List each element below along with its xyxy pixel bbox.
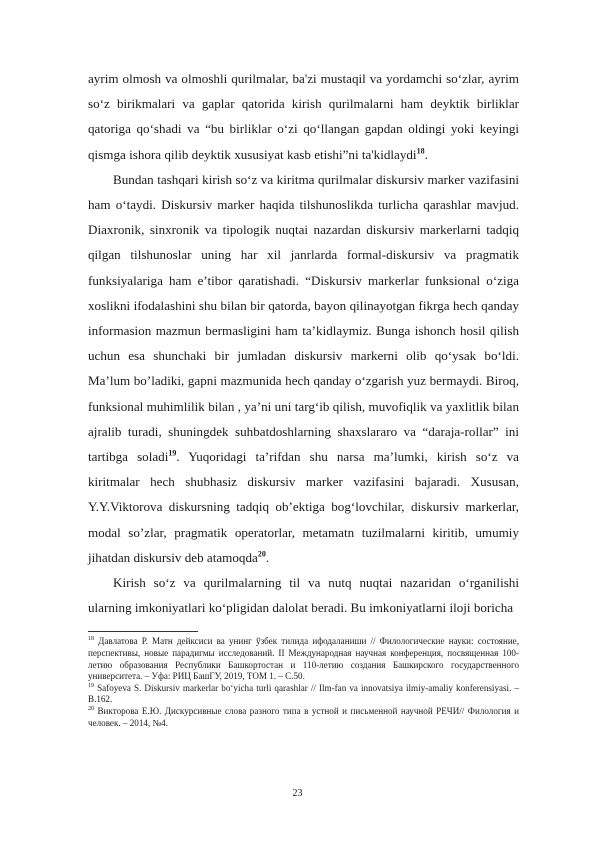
footnote-18 bbox=[88, 636, 519, 682]
footnote-text: Викторова Е.Ю. Дискурсивные слова разного типа в устной и письменной научной РЕЧИ// Филология и человек. – 2014, №4. bbox=[88, 706, 519, 728]
paragraph-1-text: ayrim olmosh va olmoshli qurilmalar, ba'zi mustaqil va yordamchi so‘zlar, ayrim so‘z birikmalari va gaplar qatorida kirish qurilmalarni ham deyktik birliklar qatoriga qo‘shadi va “bu birliklar o‘zi qo‘llangan gapdan oldingi yoki keyingi qismga ishora qilib deyktik xususiyat kasb etishi”ni ta'kidlaydi bbox=[88, 71, 519, 162]
footnote-separator bbox=[88, 631, 198, 632]
page-number: 23 bbox=[292, 788, 303, 799]
footnote-text: Safoyeva S. Diskursiv markerlar bo‘yicha turli qarashlar // Ilm-fan va innovatsiya ilmiy-amaliy konferensiyasi. – B.162. bbox=[88, 682, 519, 705]
paragraph-1 bbox=[88, 66, 519, 167]
paragraph-3: Kirish so‘z va qurilmalarning til va nutq nuqtai nazaridan o‘rganilishi ularning imkoniyatlari ko‘pligidan dalolat beradi. Bu imkoniyatlarni iloji boricha bbox=[88, 575, 519, 616]
footnote-text: Давлатова Р. Матн дейксиси ва унинг ўзбек тилида ифодаланиши // Филологические науки: состояние, перспективы, новые парадигмы исследований. II Международная научная конференция, посвященная 100-летию образования Республики Башкортостан и 110-летию создания Башкирского государственного университета. – Уфа: РИЦ БашГУ, 2019, ТОМ 1. – С.50. bbox=[88, 636, 519, 682]
footnote-number: 18 bbox=[88, 636, 94, 643]
footnote-number: 20 bbox=[88, 706, 94, 712]
paragraph-2 bbox=[88, 167, 519, 570]
paragraph-1-end: . bbox=[424, 146, 428, 162]
document-page bbox=[88, 66, 519, 729]
footnote-ref-20[interactable]: 20 bbox=[257, 549, 266, 559]
paragraph-2-text-b: . Yuqoridagi ta’rifdan shu narsa ma’lumki, kirish so‘z va kiritmalar hech shubhasiz diskursiv marker vazifasini bajaradi. Xususan, Y.Y.Viktorova diskursning tadqiq ob’ektiga bog‘lovchilar, diskursiv markerlar, modal so’zlar, pragmatik operatorlar, metamatn tuzilmalarni kiritib, umumiy jihatdan diskursiv deb atamoqda bbox=[88, 449, 519, 565]
footnote-20 bbox=[88, 706, 519, 729]
footnote-19 bbox=[88, 683, 519, 706]
footnote-ref-19[interactable]: 19 bbox=[168, 448, 177, 458]
footnote-number: 19 bbox=[88, 682, 94, 689]
paragraph-2-end: . bbox=[265, 549, 270, 565]
footnote-ref-18[interactable]: 18 bbox=[416, 146, 425, 156]
paragraph-2-text-a: Bundan tashqari kirish so‘z va kiritma qurilmalar diskursiv marker vazifasini ham o‘taydi. Diskursiv marker haqida tilshunoslikda turlicha qarashlar mavjud. Diaxronik, sinxronik va tipologik nuqtai nazardan diskursiv markerlarni tadqiq qilgan tilshunoslar uning har xil janrlarda formal-diskursiv va pragmatik funksiyalariga ham e’tibor qaratishadi. “Diskursiv markerlar funksional o‘ziga xoslikni ifodalashini shu bilan bir qatorda, bayon qilinayotgan fikrga hech qanday informasion mazmun bermasligini ham ta’kidlaymiz. Bunga ishonch hosil qilish uchun esa shunchaki bir jumladan diskursiv markerni olib qo‘ysak bo‘ldi. Ma’lum bo’ladiki, gapni mazmunida hech qanday o‘zgarish yuz bermaydi. Biroq, funksional muhimlilik bilan , ya’ni uni targ‘ib qilish, muvofiqlik va yaxlitlik bilan ajralib turadi, shuningdek suhbatdoshlarning shaxslararo va “daraja-rollar” ini tartibga soladi bbox=[88, 171, 519, 465]
